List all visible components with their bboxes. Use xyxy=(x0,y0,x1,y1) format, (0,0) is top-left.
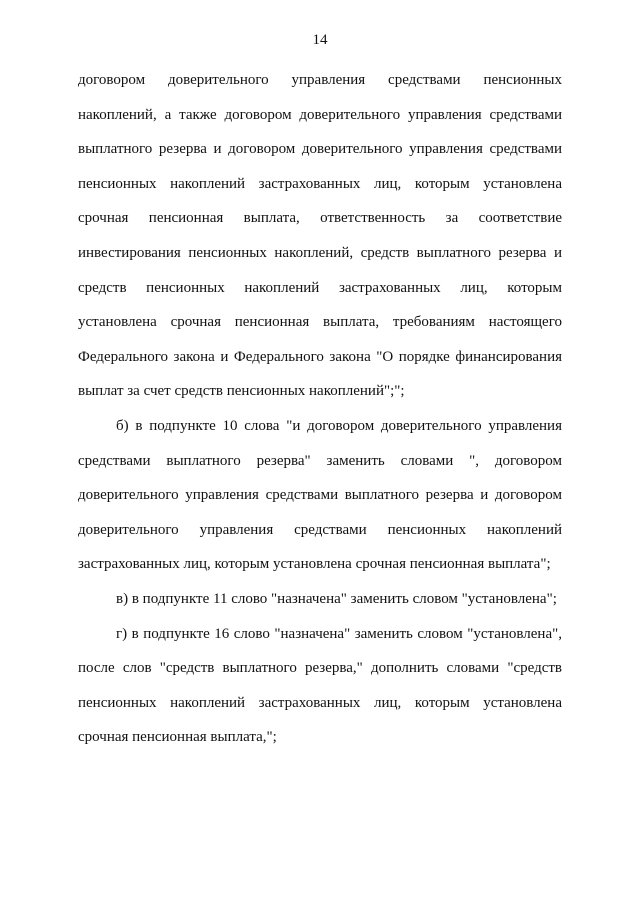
document-body xyxy=(78,63,562,755)
paragraph-continuation: договором доверительного управления средствами пенсионных накоплений, а также договором доверительного управления средствами выплатного резерва и договором доверительного управления средствами пенсионных накоплений застрахованных лиц, которым установлена срочная пенсионная выплата, ответственность за соответствие инвестирования пенсионных накоплений, средств выплатного резерва и средств пенсионных накоплений застрахованных лиц, которым установлена срочная пенсионная выплата, требованиям настоящего Федерального закона и Федерального закона "О порядке финансирования выплат за счет средств пенсионных накоплений";"; xyxy=(78,72,562,400)
paragraph-item-v: в) в подпункте 11 слово "назначена" заменить словом "установлена"; xyxy=(116,590,557,607)
paragraph-item-g: г) в подпункте 16 слово "назначена" заменить словом "установлена", после слов "средств выплатного резерва," дополнить словами "средств пенсионных накоплений застрахованных лиц, которым установлена срочная пенсионная выплата,"; xyxy=(78,625,562,746)
paragraph-item-b: б) в подпункте 10 слова "и договором доверительного управления средствами выплатного резерва" заменить словами ", договором доверительного управления средствами выплатного резерва и договором доверительного управления средствами пенсионных накоплений застрахованных лиц, которым установлена срочная пенсионная выплата"; xyxy=(78,417,562,573)
page-number: 14 xyxy=(312,32,328,48)
